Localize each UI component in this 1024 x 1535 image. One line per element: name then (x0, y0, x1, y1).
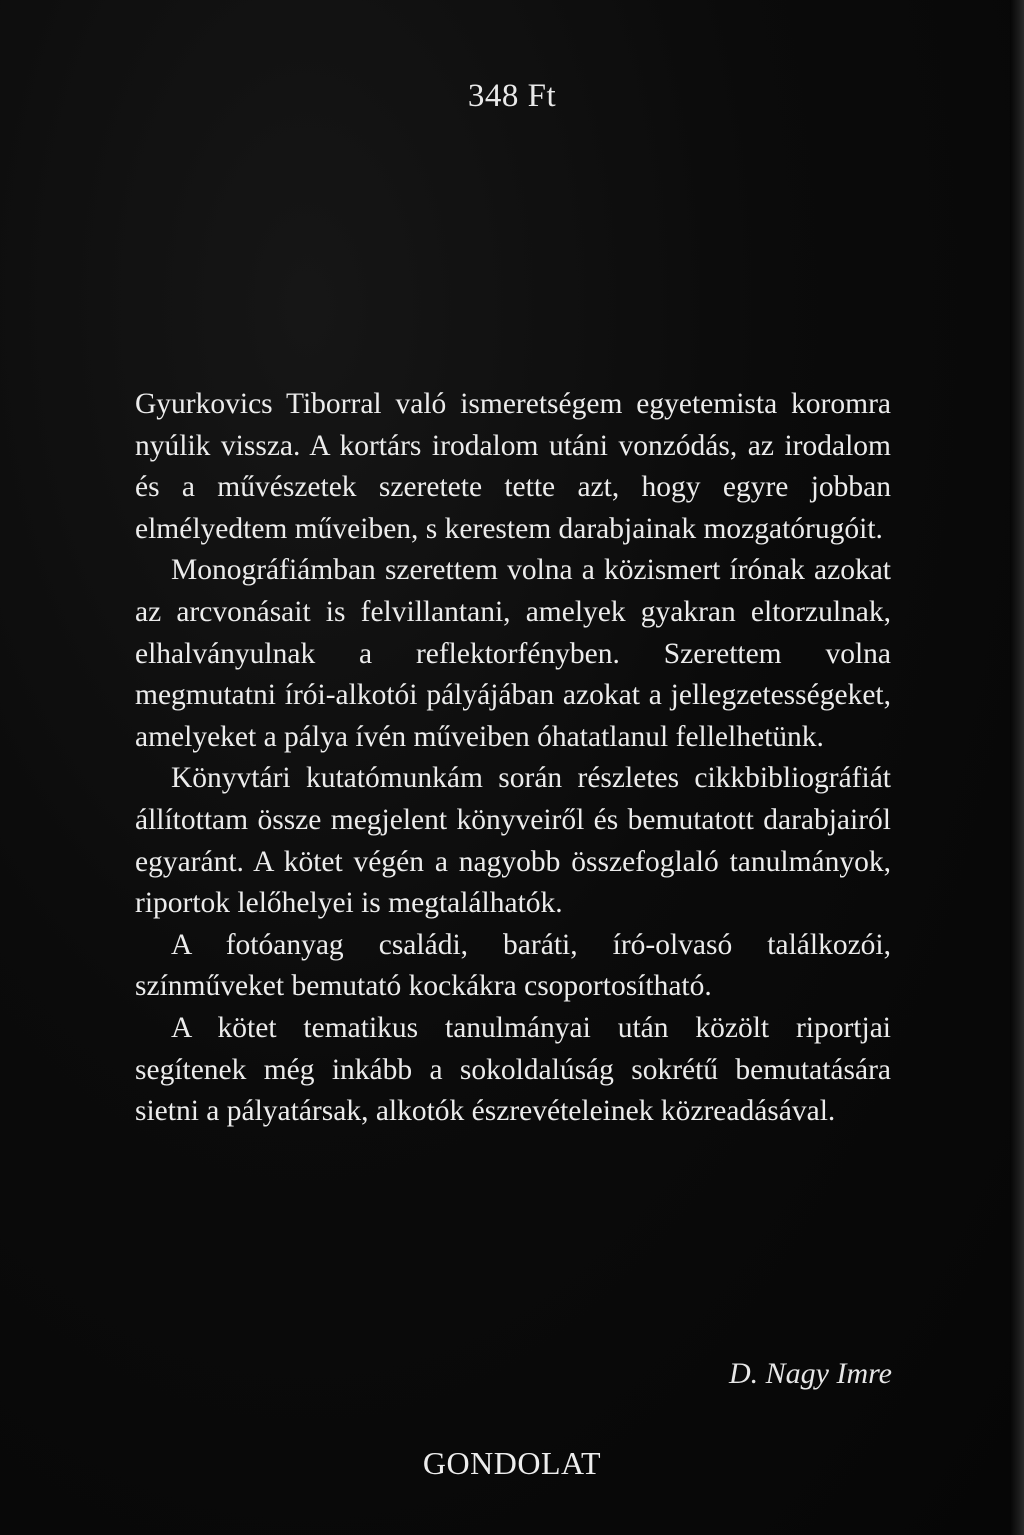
blurb-paragraph-4: A fotóanyag családi, baráti, író-olvasó találkozói, színműveket bemutató kockákra csoportosítható. (135, 928, 891, 1003)
blurb-paragraph-2: Monográfiámban szerettem volna a közismert írónak azokat az arcvonásait is felvillantani, amelyek gyakran eltorzulnak, elhalványulnak a reflektorfényben. Szerettem volna megmutatni írói-alkotói pályájában azokat a jellegzetességeket, amelyeket a pálya ívén műveiben óhatatlanul fellelhetünk. (135, 554, 891, 753)
blurb-text (135, 384, 891, 1133)
price-label: 348 Ft (467, 78, 557, 114)
blurb-paragraph-3: Könyvtári kutatómunkám során részletes cikkbibliográfiát állítottam össze megjelent könyveiről és bemutatott darabjairól egyaránt. A kötet végén a nagyobb összefoglaló tanulmányok, riportok lelőhelyei is megtalálhatók. (135, 762, 891, 920)
author-signature: D. Nagy Imre (728, 1357, 892, 1390)
blurb-paragraph-5: A kötet tematikus tanulmányai után közölt riportjai segítenek még inkább a sokoldalúság sokrétű bemutatására sietni a pályatársak, alkotók észrevételeinek közreadásával. (135, 1011, 891, 1128)
cover-edge (1010, 0, 1024, 1535)
publisher-name: GONDOLAT (422, 1445, 602, 1481)
blurb-paragraph-1: Gyurkovics Tiborral való ismeretségem egyetemista koromra nyúlik vissza. A kortárs irodalom utáni vonzódás, az irodalom és a művészetek szeretete tette azt, hogy egyre jobban elmélyedtem műveiben, s kerestem darabjainak mozgatórugóit. (135, 388, 891, 545)
